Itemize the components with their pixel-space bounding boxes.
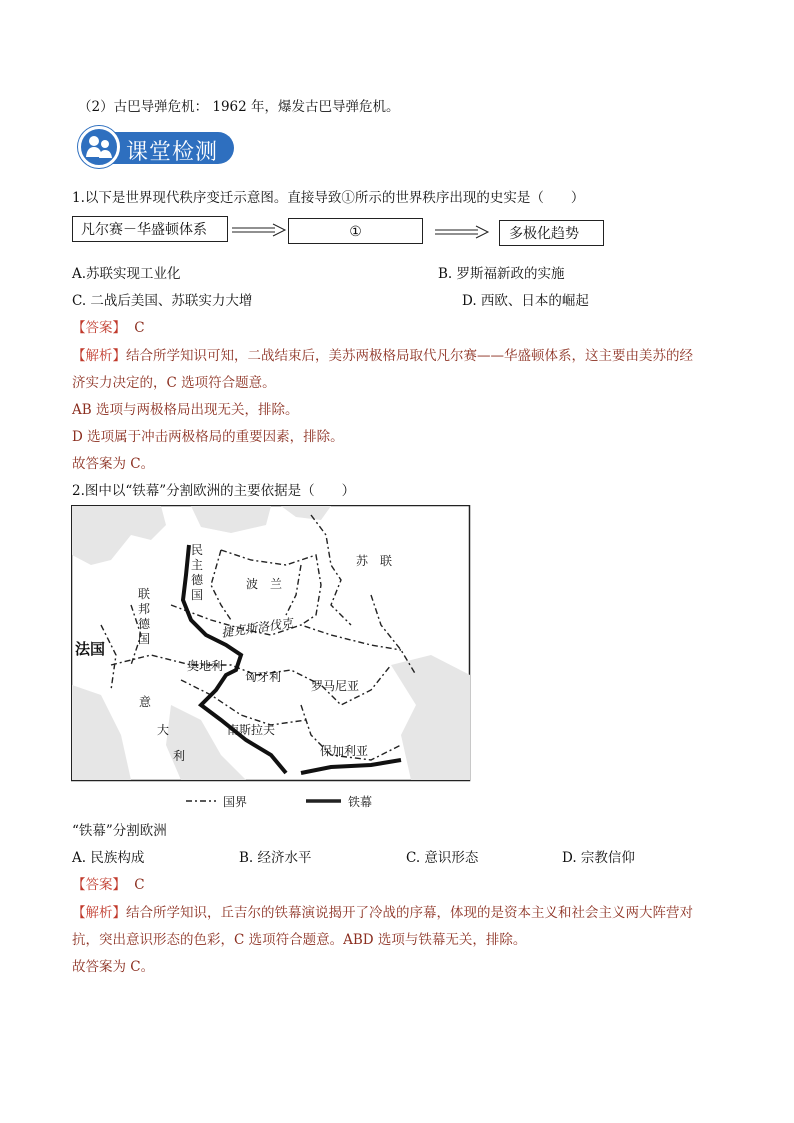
legend-curtain-text: 铁幕 <box>348 795 373 809</box>
q1-conclusion: 故答案为 C。 <box>72 456 155 472</box>
q1-analysis-row-1 <box>72 344 693 364</box>
banner-title: 课堂检测 <box>126 140 219 165</box>
map-label-italy-2: 大 <box>157 723 170 737</box>
arrow-right-icon <box>231 222 287 238</box>
q2-stem: 2.图中以“铁幕”分割欧洲的主要依据是（ ） <box>72 483 356 499</box>
q2-answer-label: 【答案】 <box>72 877 126 893</box>
map-label-gdr-3: 德 <box>191 573 204 587</box>
map-label-gdr-4: 国 <box>191 588 204 602</box>
map-label-gdr <box>191 543 203 603</box>
legend-border-text: 国界 <box>223 795 248 809</box>
map-label-frg <box>138 587 150 647</box>
q2-answer-value: C <box>134 877 145 893</box>
map-label-frg-3: 德 <box>138 617 151 631</box>
q1-analysis-text-4: D 选项属于冲击两极格局的重要因素，排除。 <box>72 429 344 445</box>
map-label-czech: 捷克斯洛伐克 <box>220 616 294 640</box>
map-label-italy-1: 意 <box>139 695 152 709</box>
q1-option-d: D. 西欧、日本的崛起 <box>462 293 589 309</box>
map-label-ussr: 苏 联 <box>356 554 393 568</box>
map-label-poland: 波 兰 <box>246 577 283 591</box>
q2-analysis-label: 【解析】 <box>72 905 126 921</box>
q1-option-c: C. 二战后美国、苏联实力大增 <box>72 293 253 309</box>
q1-analysis-text-1: 结合所学知识可知，二战结束后，美苏两极格局取代凡尔赛——华盛顿体系，这主要由美苏的经 <box>126 348 693 364</box>
map-label-austria: 奥地利 <box>187 659 224 673</box>
map-label-france: 法国 <box>75 640 106 658</box>
map-label-frg-1: 联 <box>138 587 151 601</box>
map-label-frg-2: 邦 <box>138 602 151 616</box>
q2-answer-row <box>72 873 145 893</box>
q1-answer-value: C <box>134 320 145 336</box>
europe-map-drawing <box>71 505 471 810</box>
q1-analysis-text-2: 济实力决定的，C 选项符合题意。 <box>72 375 276 391</box>
q2-option-b: B. 经济水平 <box>239 850 312 866</box>
q1-stem: 1.以下是世界现代秩序变迁示意图。直接导致①所示的世界秩序出现的史实是（ ） <box>72 190 585 206</box>
iron-curtain-map <box>71 505 471 810</box>
q1-option-a: A.苏联实现工业化 <box>72 266 181 282</box>
q2-option-d: D. 宗教信仰 <box>562 850 635 866</box>
map-label-gdr-2: 主 <box>191 558 204 572</box>
people-icon <box>78 126 120 168</box>
q2-option-a: A. 民族构成 <box>72 850 145 866</box>
q1-answer-row <box>72 316 145 336</box>
map-label-hungary: 匈牙利 <box>245 670 282 684</box>
intro-line: （2）古巴导弹危机： 1962 年，爆发古巴导弹危机。 <box>78 99 400 115</box>
q1-option-b: B. 罗斯福新政的实施 <box>438 266 565 282</box>
map-label-bulgaria: 保加利亚 <box>320 744 369 758</box>
q2-analysis-row-1 <box>72 901 693 921</box>
map-label-romania: 罗马尼亚 <box>311 679 360 693</box>
q2-analysis-text-1: 结合所学知识，丘吉尔的铁幕演说揭开了冷战的序幕，体现的是资本主义和社会主义两大阵营对 <box>126 905 693 921</box>
q2-analysis-text-2: 抗，突出意识形态的色彩，C 选项符合题意。ABD 选项与铁幕无关，排除。 <box>72 932 527 948</box>
q2-map-caption: “铁幕”分割欧洲 <box>72 823 167 839</box>
q1-analysis-text-3: AB 选项与两极格局出现无关，排除。 <box>72 402 299 418</box>
q2-option-c: C. 意识形态 <box>406 850 479 866</box>
q1-box-multipolar-text: 多极化趋势 <box>509 226 579 242</box>
q1-answer-label: 【答案】 <box>72 320 126 336</box>
q1-box-versailles-text: 凡尔赛－华盛顿体系 <box>81 222 207 238</box>
map-label-gdr-1: 民 <box>191 543 204 557</box>
q1-box-blank-text: ① <box>349 224 362 240</box>
map-label-italy-3: 利 <box>173 749 186 763</box>
arrow-right-icon <box>434 224 490 240</box>
map-label-yugoslavia: 南斯拉夫 <box>227 723 276 737</box>
map-label-frg-4: 国 <box>138 632 151 646</box>
q2-conclusion: 故答案为 C。 <box>72 959 155 975</box>
section-banner <box>78 126 236 168</box>
q1-box-blank <box>288 218 423 244</box>
q1-analysis-label: 【解析】 <box>72 348 126 364</box>
q1-box-versailles <box>72 216 228 242</box>
q1-box-multipolar <box>499 220 604 246</box>
